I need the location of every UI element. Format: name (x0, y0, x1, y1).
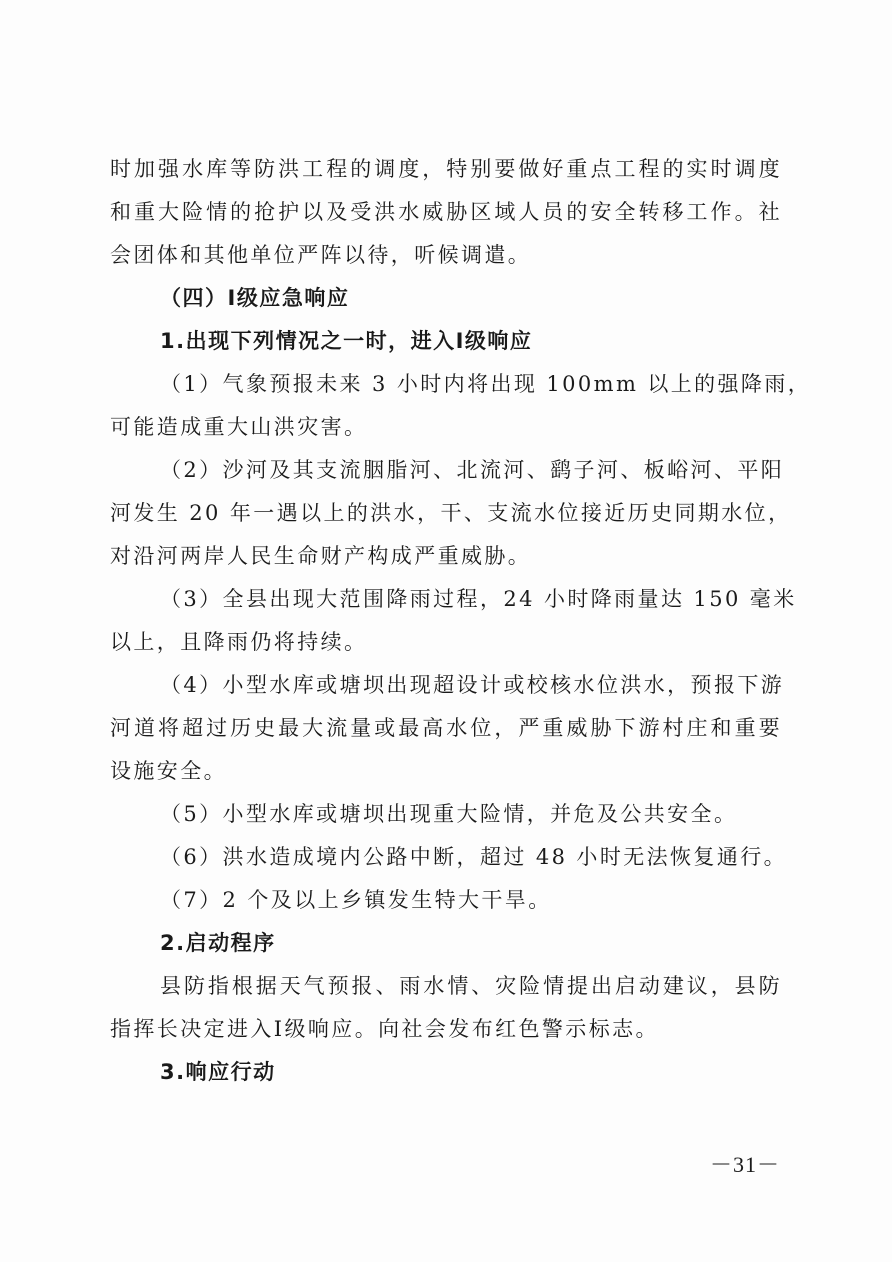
startup-procedure-paragraph (110, 965, 782, 1051)
document-body (110, 148, 812, 1094)
text-line: 河道将超过历史最大流量或最高水位，严重威胁下游村庄和重要 (110, 716, 782, 740)
text-line: （2）沙河及其支流胭脂河、北流河、鹞子河、板峪河、平阳 (160, 458, 785, 482)
condition-item-3 (110, 578, 797, 664)
condition-item-6: （6）洪水造成境内公路中断，超过 48 小时无法恢复通行。 (160, 845, 788, 869)
condition-item-5: （5）小型水库或塘坝出现重大险情，并危及公共安全。 (160, 802, 738, 826)
subsection-heading-response-actions: 3.响应行动 (160, 1060, 276, 1084)
condition-item-2 (110, 449, 792, 578)
page-number: －31－ (709, 1152, 780, 1177)
text-line: 会团体和其他单位严阵以待，听候调遣。 (110, 243, 532, 267)
text-line: 县防指根据天气预报、雨水情、灾险情提出启动建议，县防 (160, 974, 782, 998)
subsection-heading-conditions: 1.出现下列情况之一时，进入Ⅰ级响应 (160, 329, 533, 353)
subsection-heading-startup-procedure: 2.启动程序 (160, 931, 276, 955)
text-line: 和重大险情的抢护以及受洪水威胁区域人员的安全转移工作。社 (110, 200, 782, 224)
text-line: 时加强水库等防洪工程的调度，特别要做好重点工程的实时调度 (110, 157, 782, 181)
text-line: 设施安全。 (110, 759, 227, 783)
text-line: 以上，且降雨仍将持续。 (110, 630, 368, 654)
condition-item-7: （7）2 个及以上乡镇发生特大干旱。 (160, 888, 552, 912)
text-line: 可能造成重大山洪灾害。 (110, 415, 368, 439)
paragraph-continuation (110, 148, 782, 277)
text-line: （3）全县出现大范围降雨过程，24 小时降雨量达 150 毫米 (160, 587, 797, 611)
text-line: 对沿河两岸人民生命财产构成严重威胁。 (110, 544, 532, 568)
text-line: （1）气象预报未来 3 小时内将出现 100mm 以上的强降雨， (160, 372, 812, 396)
text-line: 指挥长决定进入Ⅰ级响应。向社会发布红色警示标志。 (110, 1017, 659, 1041)
section-heading-level-1-response: （四）Ⅰ级应急响应 (160, 286, 350, 310)
condition-item-1 (110, 363, 812, 449)
condition-item-4 (110, 664, 785, 793)
text-line: （4）小型水库或塘坝出现超设计或校核水位洪水，预报下游 (160, 673, 785, 697)
text-line: 河发生 20 年一遇以上的洪水，干、支流水位接近历史同期水位， (110, 501, 792, 525)
